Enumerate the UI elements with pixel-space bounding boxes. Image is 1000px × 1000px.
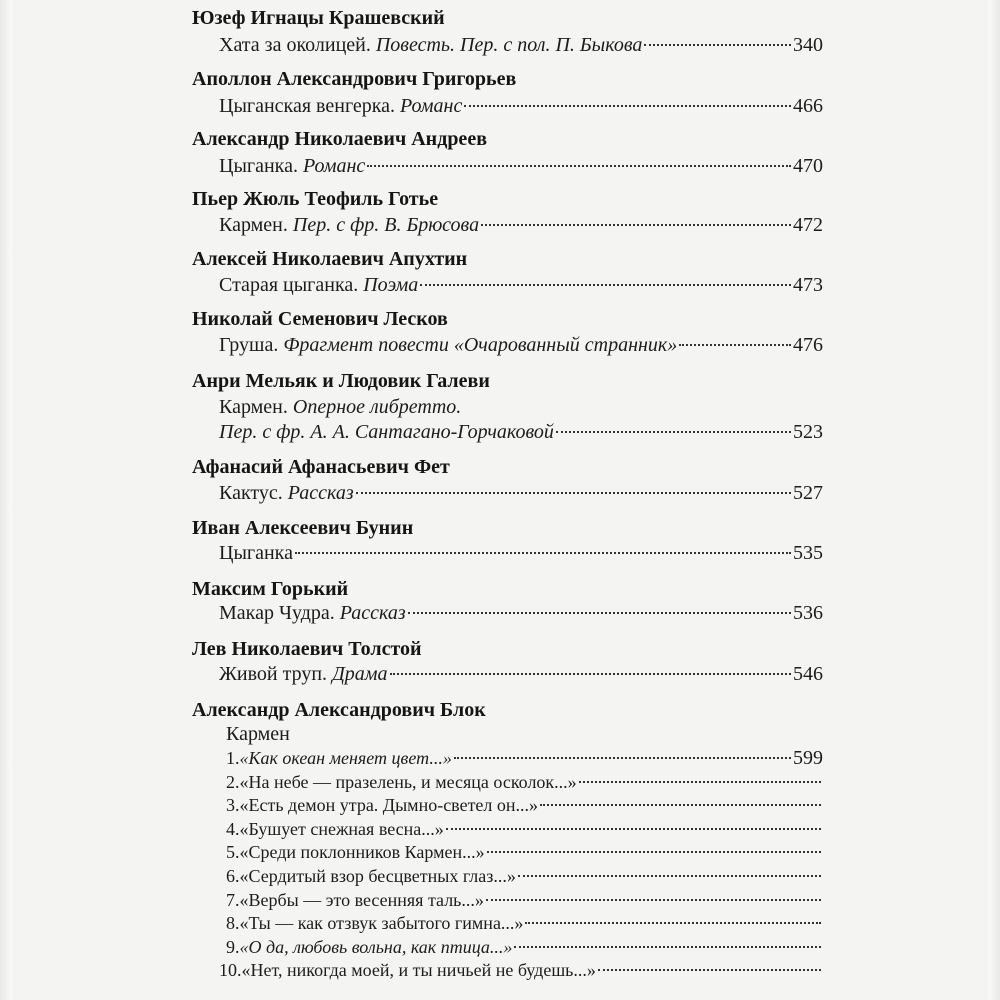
dot-leader xyxy=(446,828,821,830)
dot-leader xyxy=(598,969,821,971)
page-number: 476 xyxy=(793,334,823,356)
poem-entry xyxy=(226,912,823,934)
toc-author: Анри Мельяк и Людовик Галеви xyxy=(192,370,490,392)
toc-entry: Кармен. Пер. с фр. В. Брюсова 472 xyxy=(219,214,823,236)
page-number: 466 xyxy=(793,95,823,117)
dot-leader xyxy=(464,105,791,107)
toc-entry: Цыганка. Романс 470 xyxy=(219,155,823,177)
poem-title: «Ты — как отзвук забытого гимна...» xyxy=(239,913,524,933)
toc-entry: Цыганка 535 xyxy=(219,542,823,564)
poem-number: 9. xyxy=(226,937,240,957)
poem-title: «Есть демон утра. Дымно-светел он...» xyxy=(239,795,539,815)
dot-leader xyxy=(420,284,791,286)
dot-leader xyxy=(556,431,791,433)
dot-leader xyxy=(295,552,791,554)
page-number: 527 xyxy=(793,482,823,504)
toc-author: Алексей Николаевич Апухтин xyxy=(192,248,468,270)
toc-entry: Живой труп. Драма 546 xyxy=(219,663,823,685)
poem-number: 1. xyxy=(226,748,240,768)
dot-leader xyxy=(481,224,791,226)
dot-leader xyxy=(579,781,821,783)
toc-author: Николай Семенович Лесков xyxy=(192,308,448,330)
page-number: 546 xyxy=(793,663,823,685)
dot-leader xyxy=(525,922,821,924)
toc-entry: Цыганская венгерка. Романс 466 xyxy=(219,95,823,117)
page-number: 536 xyxy=(793,602,823,624)
page-number: 535 xyxy=(793,542,823,564)
toc-entry: Пер. с фр. А. А. Сантагано-Горчаковой 523 xyxy=(219,421,823,443)
dot-leader xyxy=(644,44,791,46)
poem-title: «Сердитый взор бесцветных глаз...» xyxy=(239,866,516,886)
dot-leader xyxy=(390,673,791,675)
page-number: 472 xyxy=(793,214,823,236)
poem-entry xyxy=(226,889,823,911)
poem-title: «Вербы — это весенняя таль...» xyxy=(239,890,484,910)
toc-entry-title: Кармен. Оперное либретто. xyxy=(219,396,462,418)
toc-author: Александр Николаевич Андреев xyxy=(192,128,487,150)
page-number: 599 xyxy=(793,747,823,769)
poem-title: «На небе — празелень, и месяца осколок...» xyxy=(239,772,577,792)
dot-leader xyxy=(367,165,791,167)
poem-title: «О да, любовь вольна, как птица...» xyxy=(239,937,513,957)
poem-entry xyxy=(226,818,823,840)
toc-author: Лев Николаевич Толстой xyxy=(192,638,422,660)
toc-entry: Груша. Фрагмент повести «Очарованный странник» 476 xyxy=(219,334,823,356)
page-edge-right xyxy=(988,0,1000,1000)
poem-title: «Бушует снежная весна...» xyxy=(239,819,444,839)
poem-entry xyxy=(226,794,823,816)
poem-title: «Среди поклонников Кармен...» xyxy=(239,842,485,862)
poem-number: 3. xyxy=(226,795,240,815)
poem-entry xyxy=(219,959,823,981)
dot-leader xyxy=(679,344,791,346)
poem-number: 10. xyxy=(219,960,242,980)
dot-leader xyxy=(408,612,791,614)
toc-entry: Кактус. Рассказ 527 xyxy=(219,482,823,504)
poem-number: 8. xyxy=(226,913,240,933)
poem-entry xyxy=(226,747,823,769)
dot-leader xyxy=(486,899,821,901)
page-number: 340 xyxy=(793,34,823,56)
toc-author: Максим Горький xyxy=(192,578,349,600)
dot-leader xyxy=(518,875,821,877)
poem-number: 2. xyxy=(226,772,240,792)
toc-entry: Макар Чудра. Рассказ 536 xyxy=(219,602,823,624)
toc-author: Иван Алексеевич Бунин xyxy=(192,517,414,539)
dot-leader xyxy=(487,851,821,853)
toc-entry: Старая цыганка. Поэма 473 xyxy=(219,274,823,296)
poem-title: «Нет, никогда моей, и ты ничьей не будешь...» xyxy=(241,960,596,980)
poem-number: 5. xyxy=(226,842,240,862)
dot-leader xyxy=(454,757,791,759)
toc-entry: Хата за околицей. Повесть. Пер. с пол. П. Быкова 340 xyxy=(219,34,823,56)
page-number: 473 xyxy=(793,274,823,296)
poem-entry xyxy=(226,841,823,863)
page-edge-left xyxy=(0,0,12,1000)
poem-number: 4. xyxy=(226,819,240,839)
poem-number: 6. xyxy=(226,866,240,886)
toc-author: Юзеф Игнацы Крашевский xyxy=(192,7,445,29)
toc-author: Афанасий Афанасьевич Фет xyxy=(192,456,450,478)
page-number: 523 xyxy=(793,421,823,443)
page-number: 470 xyxy=(793,155,823,177)
poem-entry xyxy=(226,936,823,958)
poem-title: «Как океан меняет цвет...» xyxy=(239,748,452,768)
cycle-title: Кармен xyxy=(226,723,290,745)
toc-author: Пьер Жюль Теофиль Готье xyxy=(192,188,439,210)
poem-entry xyxy=(226,771,823,793)
toc-author: Александр Александрович Блок xyxy=(192,699,486,721)
dot-leader xyxy=(356,492,791,494)
poem-entry xyxy=(226,865,823,887)
toc-author: Аполлон Александрович Григорьев xyxy=(192,68,517,90)
poem-number: 7. xyxy=(226,890,240,910)
dot-leader xyxy=(514,946,821,948)
dot-leader xyxy=(540,804,821,806)
